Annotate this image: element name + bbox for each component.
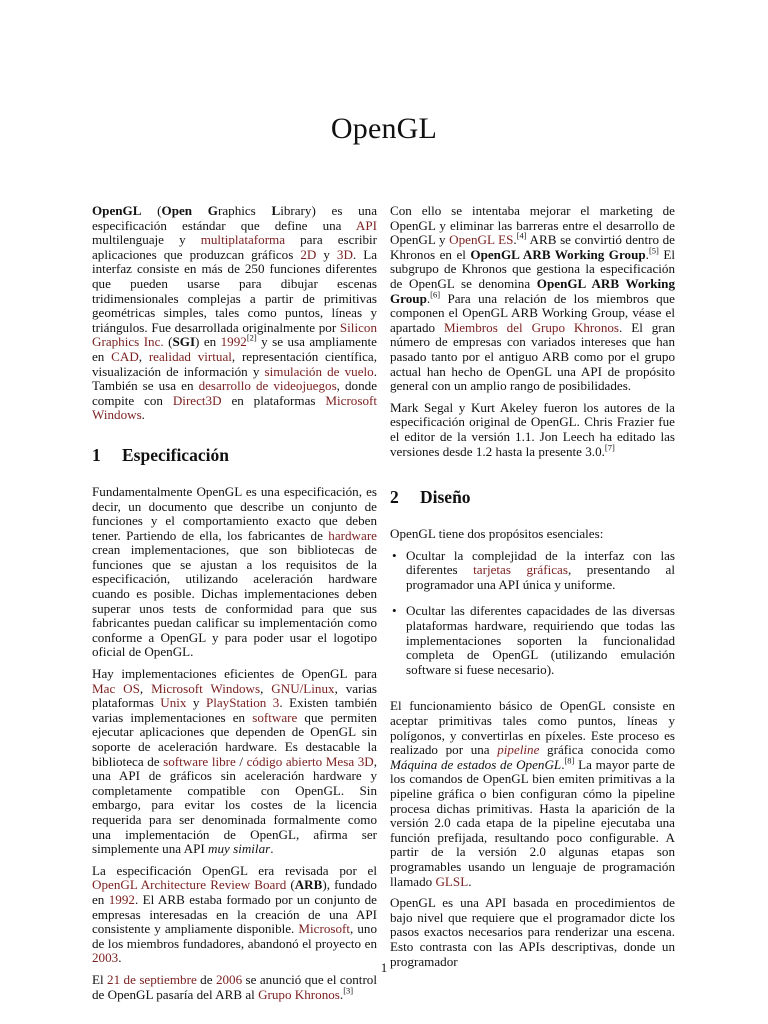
wiki-link[interactable]: OpenGL ES [449, 232, 514, 248]
citation-link[interactable]: [4] [516, 230, 527, 241]
intro-paragraph [92, 204, 377, 423]
paragraph [390, 699, 675, 889]
wiki-link[interactable]: Direct3D [172, 392, 222, 408]
citation-link[interactable]: [3] [343, 985, 354, 996]
bold-text: Open G [161, 203, 218, 218]
wiki-link[interactable]: multiplataforma [200, 232, 286, 248]
text-run: . [118, 950, 122, 966]
text-run: , donde compite con [92, 378, 377, 408]
text-run: y se usa ampliamente en [92, 334, 377, 364]
text-run: Ocultar las diferentes capacidades de las diversas plataformas hardware, requiriendo que todas las implementaciones soporten la funcionalidad completa de OpenGL (utilizando emulación software si fuese necesario). [406, 603, 675, 677]
text-run: , [138, 348, 149, 364]
bullet-list [390, 549, 675, 678]
wiki-link[interactable]: 21 de septiembre [107, 971, 197, 987]
citation-link[interactable]: [7] [604, 442, 615, 453]
bold-text: OpenGL [92, 203, 142, 218]
wiki-link[interactable]: 2006 [215, 971, 243, 987]
text-run: / [235, 753, 247, 769]
text-run: OpenGL tiene dos propósitos esenciales: [390, 526, 604, 542]
wiki-link[interactable]: GNU/Linux [271, 680, 335, 696]
text-run: ( [163, 334, 173, 350]
text-run: . La interfaz consiste en más de 250 funciones diferentes que pueden usarse para dibujar escenas tridimensionales complejas a partir de primitivas geométricas simples, tales como puntos, líneas y triángulos. Fue desarrollada originalmente por [92, 246, 378, 335]
wiki-link[interactable]: tarjetas gráficas [473, 562, 568, 578]
paragraph [390, 204, 675, 394]
page-title: OpenGL [330, 112, 438, 145]
section-heading-diseno [390, 487, 675, 507]
text-run: ( [286, 877, 295, 893]
text-run: , [139, 680, 152, 696]
text-run: ) en [195, 334, 221, 350]
bold-text: L [271, 203, 281, 218]
text-run: crean implementaciones, que son bibliotecas de funciones que se ajustan a los requisitos de la especificación, utilizando aceleración hardware cuando es posible. Dichas implementaciones deben superar unos tests de conformidad para que sus fabricantes puedan calificar su implementación como conforme a OpenGL y para poder usar el logotipo oficial de OpenGL. [92, 542, 377, 660]
text-run: se anunció que el control de OpenGL pasaría del ARB al [92, 971, 377, 1002]
text-run: . Existen también varias implementaciones en [92, 695, 377, 725]
text-run: multilenguaje y [92, 232, 201, 248]
wiki-link[interactable]: realidad virtual [148, 348, 232, 364]
text-run: Para una relación de los miembros que componen el OpenGL ARB Working Group, véase el apartado [390, 290, 675, 335]
wiki-link[interactable]: 2003 [92, 950, 119, 966]
wiki-link[interactable]: Mesa 3D [325, 753, 374, 769]
bold-text: ARB [294, 877, 323, 893]
wiki-link[interactable]: software libre [163, 753, 236, 769]
wiki-link[interactable]: 1992 [220, 334, 247, 350]
text-run: Mark Segal y Kurt Akeley fueron los autores de la especificación original de OpenGL. Chris Frazier fue el editor de la versión 1.1. Jon Leech ha editado las versiones desde 1.2 hasta la presente 3.0. [390, 399, 675, 459]
section-number: 2 [390, 487, 399, 508]
text-run: La mayor parte de los comandos de OpenGL bien emiten primitivas a la pipeline gráfica o bien configuran cómo la pipeline procesa dichas primitivas. Hasta la aparición de la versión 2.0 cada etapa de la pipeline ejecutaba una función prefijada, resultando poco configurable. A partir de la versión 2.0 algunas etapas son programables usando un lenguaje de programación llamado [390, 756, 675, 889]
text-run: . [426, 290, 431, 306]
text-run: ibrary) es una especificación estándar que define una [92, 203, 377, 233]
bold-text: OpenGL ARB Working Group [390, 275, 675, 306]
text-run: para escribir aplicaciones que produzcan gráficos [92, 232, 378, 262]
text-run: ( [141, 203, 162, 218]
text-run: ARB se convirtió dentro de Khronos en el [390, 232, 675, 262]
text-run: raphics [217, 203, 272, 218]
wiki-link[interactable]: Microsoft Windows [151, 680, 261, 696]
paragraph [390, 896, 675, 969]
text-run: . [270, 841, 274, 857]
paragraph [390, 401, 675, 459]
text-run: . El gran número de empresas con variados intereses que han pasado tanto por el antiguo ARB como por el grupo actual han hecho de OpenGL una API de propósito general con un amplio rango de posibilidades. [390, 319, 675, 394]
paragraph [92, 667, 377, 857]
text-run: El subgrupo de Khronos que gestiona la especificación de OpenGL se denomina [390, 246, 675, 291]
wiki-link[interactable]: Microsoft [298, 921, 351, 937]
wiki-link[interactable]: 2D [300, 246, 317, 262]
wiki-link[interactable]: Grupo Khronos [258, 986, 340, 1002]
wiki-link[interactable]: CAD [111, 348, 139, 364]
text-run: Con ello se intentaba mejorar el marketing de OpenGL y eliminar las barreras entre el desarrollo de OpenGL y [390, 203, 675, 248]
section-heading-especificacion [92, 445, 377, 465]
wiki-link[interactable]: código abierto [246, 753, 323, 769]
paragraph [92, 973, 377, 1002]
wiki-link[interactable]: PlayStation 3 [205, 695, 280, 711]
section-title: Especificación [122, 444, 229, 465]
wiki-link[interactable]: Mac OS [92, 680, 140, 696]
text-run: , uno de los miembros fundadores, abandonó el proyecto en [92, 921, 377, 951]
text-run: Hay implementaciones eficientes de OpenGL para [92, 666, 377, 682]
page-number: 1 [380, 960, 388, 975]
wiki-link[interactable]: GLSL [435, 873, 469, 889]
text-run: . [468, 873, 472, 889]
text-run: , varias plataformas [92, 680, 378, 711]
text-run: . [339, 986, 344, 1002]
wiki-link[interactable]: software [252, 709, 298, 725]
text-run: que permiten ejecutar aplicaciones que dependen de OpenGL sin soporte de aceleración hardware. Es destacable la biblioteca de [92, 709, 377, 769]
text-run: , presentando al programador una API única y uniforme. [406, 562, 675, 592]
wiki-link[interactable]: 3D [336, 246, 353, 262]
bold-text: OpenGL ARB Working Group [470, 246, 646, 262]
wiki-link[interactable]: API [355, 217, 377, 233]
text-run: El funcionamiento básico de OpenGL consiste en aceptar primitivas tales como puntos, líneas y polígonos, y convertirlas en píxeles. Este proceso es realizado por una [390, 698, 675, 758]
right-column [390, 204, 675, 976]
paragraph [390, 527, 675, 542]
text-run: , [260, 680, 272, 696]
section-title: Diseño [420, 487, 471, 508]
citation-link[interactable]: [2] [246, 332, 257, 343]
wiki-link[interactable]: pipeline [497, 742, 540, 758]
text-run: . [141, 407, 145, 423]
text-run: , representación científica, visualización de información y [92, 348, 378, 379]
text-run: Fundamentalmente OpenGL es una especificación, es decir, un documento que describe un conjunto de funciones y el comportamiento exacto que deben tener. Partiendo de ella, los fabricantes de [92, 483, 377, 543]
wiki-link[interactable]: Silicon Graphics Inc. [92, 319, 377, 350]
text-run: . También se usa en [92, 363, 377, 394]
italic-text: muy similar [208, 841, 271, 857]
text-run: . [513, 232, 517, 248]
text-run: . [561, 756, 565, 772]
paragraph [92, 485, 377, 660]
text-run: El [92, 971, 108, 987]
text-run: . [645, 246, 649, 262]
list-item [390, 549, 675, 593]
text-run: OpenGL es una API basada en procedimientos de bajo nivel que requiere que el programador dicte los pasos exactos necesarios para renderizar una escena. Esto contrasta con las APIs descriptivas, donde un programador [390, 895, 675, 969]
wiki-link[interactable]: Miembros del Grupo Khronos [443, 319, 620, 335]
wiki-link[interactable]: simulación de vuelo [264, 363, 374, 379]
text-run: La especificación OpenGL era revisada por el [92, 862, 377, 878]
bold-text: SGI [172, 334, 196, 350]
wiki-link[interactable]: desarrollo de videojuegos [198, 378, 337, 394]
wiki-link[interactable]: OpenGL Architecture Review Board [92, 877, 287, 893]
left-column [92, 204, 377, 1009]
wiki-link[interactable]: hardware [328, 527, 377, 543]
list-item [390, 604, 675, 677]
text-run: de [196, 971, 216, 987]
text-run: ), fundado en [92, 877, 377, 907]
section-number: 1 [92, 444, 101, 465]
text-run: . El ARB estaba formado por un conjunto de empresas interesadas en la creación de una API consistente y ampliamente disponible. [92, 891, 377, 937]
citation-link[interactable]: [6] [430, 289, 441, 300]
wiki-link[interactable]: 1992 [108, 891, 135, 907]
text-run: en plataformas [221, 392, 326, 408]
text-run: y [316, 246, 337, 262]
text-run: gráfica conocida como [539, 742, 676, 758]
text-run: , una API de gráficos sin aceleración hardware y completamente compatible con OpenGL. Sin embargo, para evitar los costes de la licencia requerida para ser denominada formalmente como una implementación de OpenGL, afirma ser simplemente una API [92, 753, 377, 857]
wiki-link[interactable]: Microsoft Windows [92, 392, 377, 423]
wiki-link[interactable]: Unix [160, 695, 187, 711]
italic-text: Máquina de estados de OpenGL [390, 756, 562, 772]
text-run: Ocultar la complejidad de la interfaz con las diferentes [406, 547, 675, 578]
paragraph [92, 864, 377, 966]
citation-link[interactable]: [5] [648, 245, 659, 256]
citation-link[interactable]: [8] [564, 755, 575, 766]
text-run: y [186, 695, 206, 711]
